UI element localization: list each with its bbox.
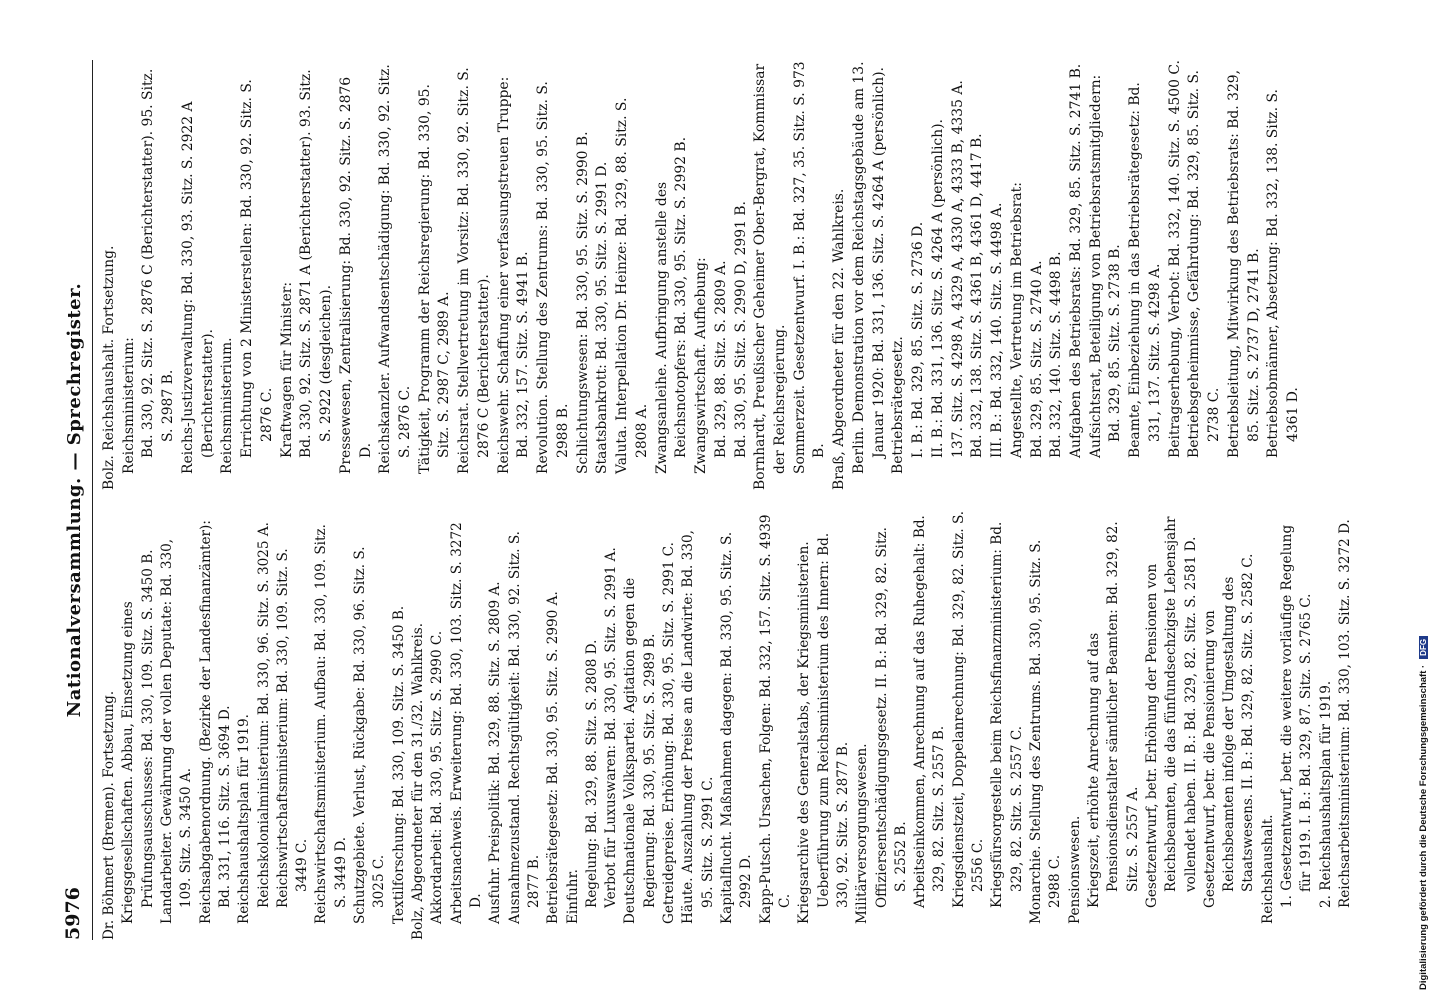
index-entry: Errichtung von 2 Ministerstellen: Bd. 330, 92. Sitz. S. 2876 C. [239, 79, 275, 458]
page-title: Nationalversammlung. — Sprechregister. [64, 282, 85, 718]
index-entry: Monarchie. Stellung des Zentrums. Bd. 330, 95. Sitz. S. 2988 C. [1028, 539, 1064, 924]
index-entry: Beitragserhebung, Verbot: Bd. 332, 140. Sitz. S. 4500 C. [1166, 60, 1183, 458]
index-entry: Zwangswirtschaft. Aufhebung: [693, 257, 710, 474]
index-entry: Militärversorgungswesen. [854, 743, 871, 924]
index-entry: Häute. Auszahlung der Preise an die Landwirte: Bd. 330, 95. Sitz. S. 2991 C. [680, 530, 716, 924]
index-entry: Gesetzentwurf, betr. Erhöhung der Pensionen von Reichsbeamten, die das fünfundsechzigste Lebensjahr vollendet haben. II. B.: Bd. 329, 82. Sitz. S. 2581 D. [1143, 516, 1199, 908]
index-entry: Bd. 330, 92. Sitz. S. 2871 A (Berichterstatter). 93. Sitz. S. 2922 (desgleichen). [298, 69, 335, 458]
index-entry: Kriegszeit, erhöhte Anrechnung auf das Pensionsdienstalter sämtlicher Beamten: Bd. 329, 82. Sitz. S. 2557 A. [1085, 521, 1141, 908]
index-entry: I. B.: Bd. 329, 85. Sitz. S. 2736 D. [910, 221, 927, 458]
index-entry: Revolution. Stellung des Zentrums: Bd. 330, 95. Sitz. S. 2988 B. [535, 81, 571, 474]
index-entry: Reichskanzler. Aufwandsentschädigung: Bd. 330, 92. Sitz. S. 2876 C. [377, 64, 414, 474]
index-entry: Bd. 329, 85. Sitz. S. 2740 A. [1028, 260, 1045, 458]
index-entry: Reichs-Justizverwaltung: Bd. 330, 93. Sitz. S. 2922 A (Berichterstatter). [179, 101, 216, 474]
index-entry: Getreidepreise. Erhöhung: Bd. 330, 95. Sitz. S. 2991 C. [661, 542, 678, 924]
index-entry: Berlin. Demonstration vor dem Reichstagsgebäude am 13. Januar 1920: Bd. 331, 136. Sitz. S. 4264 A (persönlich). [850, 61, 887, 474]
index-entry: Bornhardt, Preußischer Geheimer Ober-Bergrat, Kommissar der Reichsregierung. [752, 63, 788, 490]
index-entry: Kapp-Putsch. Ursachen, Folgen: Bd. 332, 157. Sitz. S. 4939 C. [757, 514, 793, 924]
index-entry: Textilforschung: Bd. 330, 109. Sitz. S. 3450 B. [390, 605, 407, 924]
dfg-logo: DFG [1419, 636, 1428, 659]
index-entry: Reichswirtschaftsministerium: Bd. 330, 109. Sitz. S. 3449 C. [274, 548, 311, 908]
index-entry: Verbot für Luxuswaren: Bd. 330, 95. Sitz. S. 2991 A. [603, 547, 620, 908]
index-entry: Kriegsgesellschaften. Abbau, Einsetzung eines Prüfungsausschusses: Bd. 330, 109. Sitz. S. 3450 B. [120, 549, 156, 924]
index-entry: Sommerzeit. Gesetzentwurf. I. B.: Bd. 327, 35. Sitz. S. 973 B. [791, 61, 828, 474]
index-entry: Bolz, Abgeordneter für den 31./32. Wahlkreis. [410, 622, 426, 940]
index-entry: Bd. 330, 95. Sitz. S. 2990 D, 2991 B. [732, 201, 749, 458]
index-entry: Betriebsobmänner, Absetzung: Bd. 332, 138. Sitz. S. 4361 D. [1265, 89, 1302, 458]
index-entry: Reichsabgabenordnung. (Bezirke der Landesfinanzämter): Bd. 331, 116. Sitz. S. 3694 D. [197, 520, 233, 924]
index-entry: Deutschnationale Volkspartei. Agitation gegen die Regierung: Bd. 330, 95. Sitz. S. 2989 B. [622, 577, 658, 924]
index-entry: Bd. 332, 138. Sitz. S. 4361 B, 4361 D, 4417 B. [969, 133, 986, 458]
index-entry: Landarbeiter. Gewährung der vollen Deputate: Bd. 330, 109. Sitz. S. 3450 A. [158, 538, 195, 924]
index-entry: Reichshaushaltsplan für 1919. [236, 714, 253, 924]
index-entry: Reichswirtschaftsministerium. Aufbau: Bd. 330, 109. Sitz. S. 3449 D. [313, 524, 349, 924]
index-entry: Braß, Abgeordneter für den 22. Wahlkreis. [831, 188, 848, 490]
index-entry: Kriegsdienstzeit, Doppelanrechnung: Bd. 329, 82. Sitz. S. 2556 C. [950, 510, 987, 908]
index-entry: Angestellte, Vertretung im Betriebsrat: [1008, 182, 1025, 458]
right-column [100, 60, 1304, 490]
index-entry: Kriegsarchive des Generalstabs, der Kriegsministerien. Ueberführung zum Reichsministerium des Innern: Bd. 330, 92. Sitz. S. 2877 B. [796, 532, 851, 924]
index-entry: Bd. 332, 140. Sitz. S. 4498 B. [1048, 251, 1065, 458]
index-entry: Aufsichtsrat, Beteiligung von Betriebsratsmitgliedern: Bd. 329, 85. Sitz. S. 2738 B. [1087, 74, 1124, 458]
index-entry: Offiziersentschädigungsgesetz. II. B.: Bd. 329, 82. Sitz. S. 2552 B. [873, 527, 909, 908]
page-number: 5976 [62, 887, 84, 940]
funding-text: Digitalisierung gefördert durch die Deutsche Forschungsgemeinschaft · [1418, 664, 1429, 990]
index-entry: 137. Sitz. S. 4298 A, 4329 A, 4330 A, 4333 B, 4335 A. [949, 80, 966, 458]
index-entry: Pressewesen, Zentralisierung: Bd. 330, 92. Sitz. S. 2876 D. [337, 76, 374, 474]
index-entry: Gesetzentwurf, betr. die Pensionierung von Reichsbeamten infolge der Umgestaltung des Staatswesens. II. B.: Bd. 329, 82. Sitz. S. 2582 C. [1201, 553, 1257, 908]
index-entry: Kraftwagen für Minister: [278, 281, 295, 458]
index-entry: Tätigkeit, Programm der Reichsregierung: Bd. 330, 95. Sitz. S. 2987 C, 2989 A. [416, 84, 453, 474]
index-entry: Bolz. Reichshaushalt. Fortsetzung. [101, 245, 117, 490]
index-entry: 2. Reichshaushaltsplan für 1919. [1317, 680, 1334, 908]
left-column [100, 510, 1355, 940]
index-entry: Regelung: Bd. 329, 88. Sitz. S. 2808 D. [583, 639, 600, 908]
index-entry: Arbeitsnachweis. Erweiterung: Bd. 330, 103. Sitz. S. 3272 D. [448, 522, 484, 924]
index-entry: Reichshaushalt. [1259, 814, 1276, 924]
index-entry: Ausnahmezustand. Rechtsgültigkeit: Bd. 330, 92. Sitz. S. 2877 B. [506, 531, 542, 924]
index-entry: Zwangsanleihe. Aufbringung anstelle des Reichsnotopfers: Bd. 330, 95. Sitz. S. 2992 B. [653, 136, 690, 474]
index-entry: Betriebsrätegesetz: Bd. 330, 95. Sitz. S. 2990 A. [545, 591, 562, 924]
index-entry: III. B.: Bd. 332, 140. Sitz. S. 4498 A. [989, 202, 1006, 458]
index-entry: Valuta. Interpellation Dr. Heinze: Bd. 329, 88. Sitz. S. 2808 A. [614, 97, 650, 474]
index-entry: Ausfuhr. Preispolitik: Bd. 329, 88. Sitz. S. 2809 A. [487, 581, 504, 924]
index-entry: Schutzgebiete. Verlust, Rückgabe: Bd. 330, 96. Sitz. S. 3025 C. [352, 546, 388, 924]
index-entry: Reichsministerium. [219, 337, 236, 474]
index-entry: Reichsarbeitsministerium: Bd. 330, 103. Sitz. S. 3272 D. [1337, 519, 1353, 908]
index-entry: Reichskolonialministerium: Bd. 330, 96. Sitz. S. 3025 A. [255, 521, 272, 908]
index-entry: Bd. 329, 88. Sitz. S. 2809 A. [712, 260, 729, 458]
index-entry: Betriebsleitung, Mitwirkung des Betriebsrats: Bd. 329, 85. Sitz. S. 2737 D, 2741 B. [1225, 69, 1262, 458]
index-entry: Einfuhr. [564, 869, 581, 924]
index-entry: Dr. Böhmert (Bremen). Fortsetzung. [101, 690, 117, 940]
index-entry: Akkordarbeit: Bd. 330, 95. Sitz. S. 2990 C. [429, 630, 446, 924]
index-entry: Arbeitseinkommen, Anrechnung auf das Ruhegehalt: Bd. 329, 82. Sitz. S. 2557 B. [912, 515, 948, 908]
index-entry: Reichswehr. Schaffung einer verfassungstreuen Truppe: Bd. 332, 157. Sitz. S. 4941 B. [495, 76, 532, 474]
index-entry: Schlichtungswesen: Bd. 330, 95. Sitz. S. 2990 B. [574, 131, 591, 474]
index-entry: II. B.: Bd. 331, 136. Sitz. S. 4264 A (persönlich). [929, 119, 946, 458]
index-entry: Reichsrat. Stellvertretung im Vorsitz: Bd. 330, 92. Sitz. S. 2876 C (Berichterstatter). [456, 67, 492, 474]
index-entry: Aufgaben des Betriebsrats: Bd. 329, 85. Sitz. S. 2741 B. [1067, 63, 1084, 458]
index-entry: Staatsbankrott: Bd. 330, 95. Sitz. S. 2991 D. [594, 161, 611, 474]
index-entry: Betriebsgeheimnisse, Gefährdung: Bd. 329, 85. Sitz. S. 2738 C. [1186, 70, 1223, 458]
index-entry: Beamte, Einbeziehung in das Betriebsrätegesetz: Bd. 331, 137. Sitz. S. 4298 A. [1127, 82, 1163, 458]
index-entry: Kriegsfürsorgestelle beim Reichsfinanzministerium: Bd. 329, 82. Sitz. S. 2557 C. [989, 521, 1025, 908]
index-entry: Pensionswesen. [1066, 815, 1083, 924]
index-entry: 1. Gesetzentwurf, betr. die weitere vorläufige Regelung für 1919. I. B.: Bd. 329, 87. Sitz. S. 2765 C. [1279, 524, 1315, 908]
index-entry: Bd. 330, 92. Sitz. S. 2876 C (Berichterstatter). 95. Sitz. S. 2987 B. [140, 68, 177, 458]
index-entry: Betriebsrätegesetz. [890, 336, 907, 474]
index-entry: Reichsministerium: [120, 337, 137, 474]
index-entry: Kapitalflucht. Maßnahmen dagegen: Bd. 330, 95. Sitz. S. 2992 D. [719, 531, 755, 924]
running-header [62, 60, 93, 940]
